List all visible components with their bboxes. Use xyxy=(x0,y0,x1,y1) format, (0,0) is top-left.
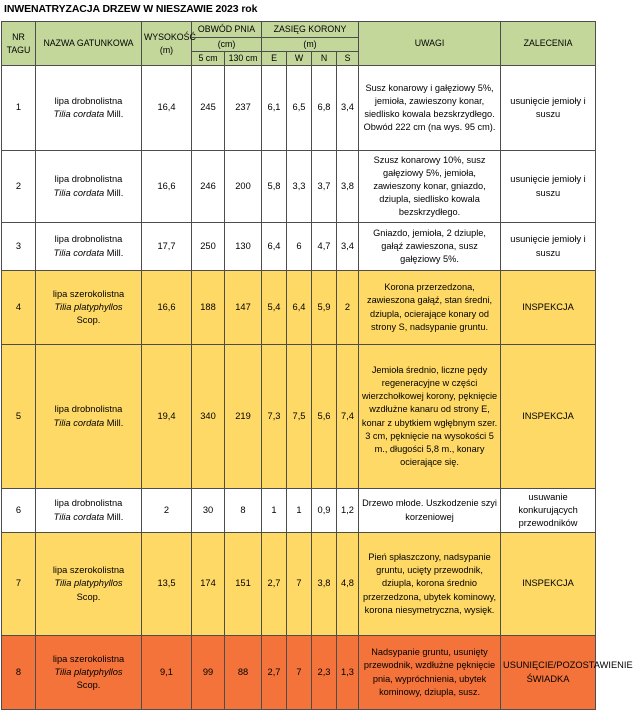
cell-circ-5cm: 30 xyxy=(192,489,225,533)
cell-circ-5cm: 246 xyxy=(192,151,225,223)
table-row xyxy=(2,636,596,710)
table-row xyxy=(2,489,596,533)
cell-crown-e: 7,3 xyxy=(262,345,287,489)
cell-crown-e: 1 xyxy=(262,489,287,533)
cell-crown-n: 5,9 xyxy=(312,271,337,345)
cell-circ-5cm: 99 xyxy=(192,636,225,710)
species-author-line xyxy=(38,314,139,327)
species-common-name: lipa drobnolistna xyxy=(54,234,123,245)
species-latin-name: Tilia platyphyllos xyxy=(54,578,123,589)
cell-recommendation: USUNIĘCIE/POZOSTAWIENIE ŚWIADKA xyxy=(501,636,596,710)
species-latin-line xyxy=(38,247,139,260)
species-author-line xyxy=(38,591,139,604)
species-latin-line xyxy=(38,666,139,679)
species-common-name: lipa drobnolistna xyxy=(54,174,123,185)
species-latin-name: Tilia cordata xyxy=(53,417,105,428)
cell-crown-n: 6,8 xyxy=(312,66,337,151)
cell-crown-s: 1,2 xyxy=(337,489,359,533)
cell-crown-w: 3,3 xyxy=(287,151,312,223)
header-zalecenia: ZALECENIA xyxy=(501,22,596,66)
cell-recommendation: usunięcie jemioły i suszu xyxy=(501,151,596,223)
cell-species xyxy=(36,66,142,151)
cell-nr: 5 xyxy=(2,345,36,489)
header-nr-tagu: NR TAGU xyxy=(2,22,36,66)
cell-crown-w: 7 xyxy=(287,636,312,710)
cell-crown-s: 3,4 xyxy=(337,223,359,271)
species-author: Mill. xyxy=(104,109,124,119)
cell-crown-s: 4,8 xyxy=(337,533,359,636)
cell-recommendation: INSPEKCJA xyxy=(501,345,596,489)
cell-height: 9,1 xyxy=(142,636,192,710)
cell-circ-130cm: 130 xyxy=(225,223,262,271)
cell-nr: 7 xyxy=(2,533,36,636)
species-latin-line xyxy=(38,511,139,524)
cell-crown-n: 5,6 xyxy=(312,345,337,489)
species-latin-name: Tilia cordata xyxy=(53,187,105,198)
cell-circ-130cm: 237 xyxy=(225,66,262,151)
cell-crown-w: 1 xyxy=(287,489,312,533)
header-zasieg-korony: ZASIĘG KORONY xyxy=(262,22,359,38)
cell-crown-w: 6,4 xyxy=(287,271,312,345)
cell-crown-w: 7,5 xyxy=(287,345,312,489)
species-author: Scop. xyxy=(76,591,101,602)
header-dir-w: W xyxy=(287,52,312,66)
cell-circ-5cm: 245 xyxy=(192,66,225,151)
species-latin-name: Tilia platyphyllos xyxy=(54,301,123,312)
header-nazwa-gatunkowa: NAZWA GATUNKOWA xyxy=(36,22,142,66)
cell-crown-e: 6,1 xyxy=(262,66,287,151)
species-latin-name: Tilia cordata xyxy=(53,511,105,522)
species-common-name: lipa szerokolistna xyxy=(52,565,125,576)
species-author-line xyxy=(38,679,139,692)
cell-recommendation: INSPEKCJA xyxy=(501,533,596,636)
species-author: Mill. xyxy=(104,247,124,258)
cell-crown-s: 3,4 xyxy=(337,66,359,151)
cell-crown-w: 7 xyxy=(287,533,312,636)
cell-height: 2 xyxy=(142,489,192,533)
species-latin-name: Tilia cordata xyxy=(53,247,105,258)
cell-height: 16,4 xyxy=(142,66,192,151)
cell-species xyxy=(36,533,142,636)
species-author: Mill. xyxy=(104,511,124,522)
cell-crown-e: 6,4 xyxy=(262,223,287,271)
cell-circ-5cm: 188 xyxy=(192,271,225,345)
header-zasieg-unit: (m) xyxy=(262,38,359,52)
cell-species xyxy=(36,223,142,271)
table-row xyxy=(2,66,596,151)
cell-height: 16,6 xyxy=(142,271,192,345)
cell-remarks: Korona przerzedzona, zawieszona gałąź, stan średni, dziupla, ocierające konary od strony S, nadsypanie gruntu. xyxy=(359,271,501,345)
cell-crown-n: 2,3 xyxy=(312,636,337,710)
cell-nr: 4 xyxy=(2,271,36,345)
cell-remarks: Susz konarowy i gałęziowy 5%, jemioła, zawieszony konar, siedlisko kowala bezskrzydłego. Obwód 222 cm (na wys. 95 cm). xyxy=(359,66,501,151)
species-common-name: lipa szerokolistna xyxy=(52,288,125,299)
table-row xyxy=(2,533,596,636)
cell-recommendation: usunięcie jemioły i suszu xyxy=(501,66,596,151)
species-common-name: lipa szerokolistna xyxy=(52,653,125,664)
cell-crown-n: 3,7 xyxy=(312,151,337,223)
cell-species xyxy=(36,151,142,223)
species-latin-line xyxy=(38,301,139,314)
species-author: Mill. xyxy=(104,417,124,428)
cell-circ-5cm: 174 xyxy=(192,533,225,636)
species-latin-line xyxy=(38,108,139,121)
species-latin-line xyxy=(38,577,139,590)
cell-height: 13,5 xyxy=(142,533,192,636)
cell-remarks: Pień spłaszczony, nadsypanie gruntu, ucięty przewodnik, dziupla, korona średnio przerzedzona, ubytek kominowy, korona niesymetryczna, wysięk. xyxy=(359,533,501,636)
species-common-name: lipa drobnolistna xyxy=(54,404,123,415)
cell-circ-130cm: 88 xyxy=(225,636,262,710)
species-common-name: lipa drobnolistna xyxy=(54,95,123,106)
species-author: Scop. xyxy=(76,680,101,691)
cell-height: 16,6 xyxy=(142,151,192,223)
species-author: Scop. xyxy=(76,315,101,326)
species-latin-line xyxy=(38,417,139,430)
cell-crown-s: 7,4 xyxy=(337,345,359,489)
cell-recommendation: usunięcie jemioły i suszu xyxy=(501,223,596,271)
cell-nr: 8 xyxy=(2,636,36,710)
cell-crown-n: 4,7 xyxy=(312,223,337,271)
table-row xyxy=(2,223,596,271)
cell-circ-130cm: 151 xyxy=(225,533,262,636)
cell-crown-w: 6 xyxy=(287,223,312,271)
header-dir-s: S xyxy=(337,52,359,66)
cell-nr: 6 xyxy=(2,489,36,533)
cell-crown-w: 6,5 xyxy=(287,66,312,151)
cell-circ-130cm: 200 xyxy=(225,151,262,223)
cell-crown-e: 2,7 xyxy=(262,636,287,710)
cell-species xyxy=(36,345,142,489)
header-dir-e: E xyxy=(262,52,287,66)
cell-nr: 2 xyxy=(2,151,36,223)
species-latin-name: Tilia cordata xyxy=(53,109,105,119)
cell-remarks: Drzewo młode. Uszkodzenie szyi korzeniowej xyxy=(359,489,501,533)
cell-crown-e: 5,4 xyxy=(262,271,287,345)
cell-crown-n: 0,9 xyxy=(312,489,337,533)
cell-height: 19,4 xyxy=(142,345,192,489)
cell-crown-s: 2 xyxy=(337,271,359,345)
cell-species xyxy=(36,636,142,710)
header-obwod-130cm: 130 cm xyxy=(225,52,262,66)
cell-circ-130cm: 8 xyxy=(225,489,262,533)
cell-recommendation: INSPEKCJA xyxy=(501,271,596,345)
cell-circ-130cm: 147 xyxy=(225,271,262,345)
cell-remarks: Jemioła średnio, liczne pędy regeneracyjne w części wierzchołkowej korony, pęknięcie wzdłużne kanaru od strony E, konar z ubytkiem wgłębnym szer. 3 cm, pęknięcie na wysokości 5 m., długości 5,8 m., konary ocierające się. xyxy=(359,345,501,489)
cell-crown-s: 1,3 xyxy=(337,636,359,710)
cell-remarks: Nadsypanie gruntu, usunięty przewodnik, wzdłużne pęknięcie pnia, wypróchnienia, ubytek kominowy, dziupla, susz. xyxy=(359,636,501,710)
header-obwod-pnia: OBWÓD PNIA xyxy=(192,22,262,38)
table-row xyxy=(2,271,596,345)
document-title: INWENATRYZACJA DRZEW W NIESZAWIE 2023 rok xyxy=(4,3,258,15)
species-latin-name: Tilia platyphyllos xyxy=(54,666,123,677)
species-common-name: lipa drobnolistna xyxy=(54,498,123,509)
header-obwod-5cm: 5 cm xyxy=(192,52,225,66)
cell-remarks: Gniazdo, jemioła, 2 dziuple, gałąź zawieszona, susz gałęziowy 5%. xyxy=(359,223,501,271)
header-obwod-unit: (cm) xyxy=(192,38,262,52)
cell-circ-5cm: 250 xyxy=(192,223,225,271)
cell-species xyxy=(36,271,142,345)
header-uwagi: UWAGI xyxy=(359,22,501,66)
header-dir-n: N xyxy=(312,52,337,66)
header-wysokosc: WYSOKOŚĆ (m) xyxy=(142,22,192,66)
cell-recommendation: usuwanie konkurujących przewodników xyxy=(501,489,596,533)
table-row xyxy=(2,151,596,223)
cell-nr: 1 xyxy=(2,66,36,151)
cell-crown-e: 5,8 xyxy=(262,151,287,223)
cell-nr: 3 xyxy=(2,223,36,271)
cell-circ-5cm: 340 xyxy=(192,345,225,489)
cell-species xyxy=(36,489,142,533)
species-author: Mill. xyxy=(104,187,124,198)
cell-height: 17,7 xyxy=(142,223,192,271)
tree-inventory-table xyxy=(1,21,633,710)
cell-remarks: Szusz konarowy 10%, susz gałęziowy 5%, jemioła, zawieszony konar, gniazdo, dziupla, siedlisko kowala bezskrzydłego. xyxy=(359,151,501,223)
cell-crown-s: 3,8 xyxy=(337,151,359,223)
cell-crown-e: 2,7 xyxy=(262,533,287,636)
species-latin-line xyxy=(38,187,139,200)
cell-crown-n: 3,8 xyxy=(312,533,337,636)
cell-circ-130cm: 219 xyxy=(225,345,262,489)
table-row xyxy=(2,345,596,489)
